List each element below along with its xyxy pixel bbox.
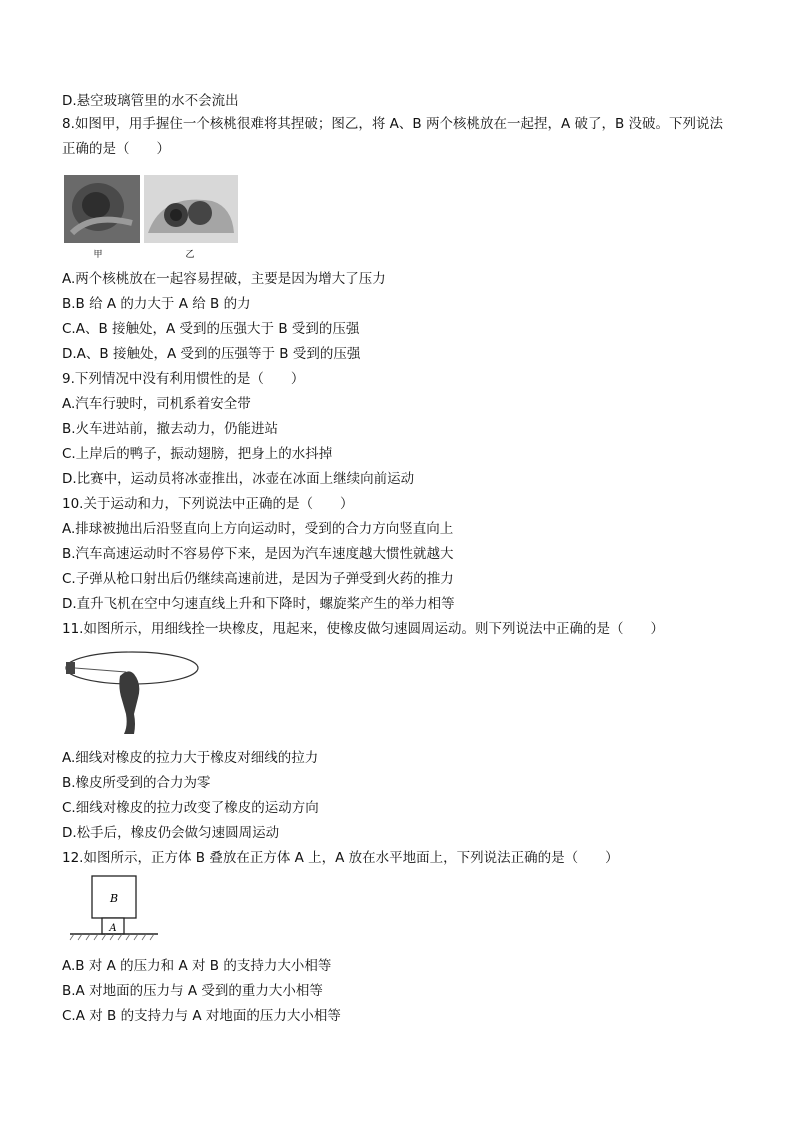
ground-hatching: [70, 934, 154, 940]
q8-option-d: D.A、B 接触处，A 受到的压强等于 B 受到的压强: [62, 346, 361, 362]
q10-option-a: A.排球被抛出后沿竖直向上方向运动时，受到的合力方向竖直向上: [62, 521, 454, 537]
q9-stem: 9.下列情况中没有利用惯性的是（ ）: [62, 371, 305, 387]
string: [75, 668, 126, 672]
label-jia: 甲: [93, 250, 103, 260]
eraser-circle-figure: [62, 644, 202, 740]
q9-option-a: A.汽车行驶时，司机系着安全带: [62, 396, 251, 412]
q11-option-b: B.橡皮所受到的合力为零: [62, 775, 211, 791]
blocks-figure: [66, 872, 162, 948]
q12-stem: 12.如图所示，正方体 B 叠放在正方体 A 上，A 放在水平地面上，下列说法正确的是（ ）: [62, 850, 619, 866]
blocks-drawing: [66, 872, 162, 944]
q12-option-a: A.B 对 A 的压力和 A 对 B 的支持力大小相等: [62, 958, 332, 974]
q11-option-d: D.松手后，橡皮仍会做匀速圆周运动: [62, 825, 280, 841]
q10-option-b: B.汽车高速运动时不容易停下来，是因为汽车速度越大惯性就越大: [62, 546, 454, 562]
walnut-photos: [62, 173, 240, 261]
q8-stem: 8.如图甲，用手握住一个核桃很难将其捏破；图乙，将 A、B 两个核桃放在一起捏，A 破了，B 没破。下列说法正确的是（ ）: [62, 116, 724, 157]
eraser-circle-drawing: [62, 644, 202, 736]
q8-option-b: B.B 给 A 的力大于 A 给 B 的力: [62, 296, 251, 312]
q10-stem: 10.关于运动和力，下列说法中正确的是（ ）: [62, 496, 354, 512]
q11-option-c: C.细线对橡皮的拉力改变了橡皮的运动方向: [62, 800, 319, 816]
walnut-figure: [62, 173, 240, 265]
q9-option-d: D.比赛中，运动员将冰壶推出，冰壶在冰面上继续向前运动: [62, 471, 415, 487]
q11-stem: 11.如图所示，用细线拴一块橡皮，甩起来，使橡皮做匀速圆周运动。则下列说法中正确的是（ ）: [62, 621, 664, 637]
q8-option-c: C.A、B 接触处，A 受到的压强大于 B 受到的压强: [62, 321, 360, 337]
hand: [119, 671, 139, 734]
q12-option-c: C.A 对 B 的支持力与 A 对地面的压力大小相等: [62, 1008, 341, 1024]
q9-option-c: C.上岸后的鸭子，振动翅膀，把身上的水抖掉: [62, 446, 333, 462]
q11-option-a: A.细线对橡皮的拉力大于橡皮对细线的拉力: [62, 750, 319, 766]
label-yi: 乙: [185, 250, 195, 260]
q12-option-b: B.A 对地面的压力与 A 受到的重力大小相等: [62, 983, 323, 999]
q8-option-a: A.两个核桃放在一起容易捏破，主要是因为增大了压力: [62, 271, 386, 287]
q10-option-c: C.子弹从枪口射出后仍继续高速前进，是因为子弹受到火药的推力: [62, 571, 454, 587]
q9-option-b: B.火车进站前，撤去动力，仍能进站: [62, 421, 279, 437]
label-a: A: [109, 923, 117, 934]
q7-option-d: D.悬空玻璃管里的水不会流出: [62, 93, 239, 109]
q10-option-d: D.直升飞机在空中匀速直线上升和下降时，螺旋桨产生的举力相等: [62, 596, 455, 612]
eraser: [66, 662, 75, 674]
label-b: B: [109, 892, 119, 905]
